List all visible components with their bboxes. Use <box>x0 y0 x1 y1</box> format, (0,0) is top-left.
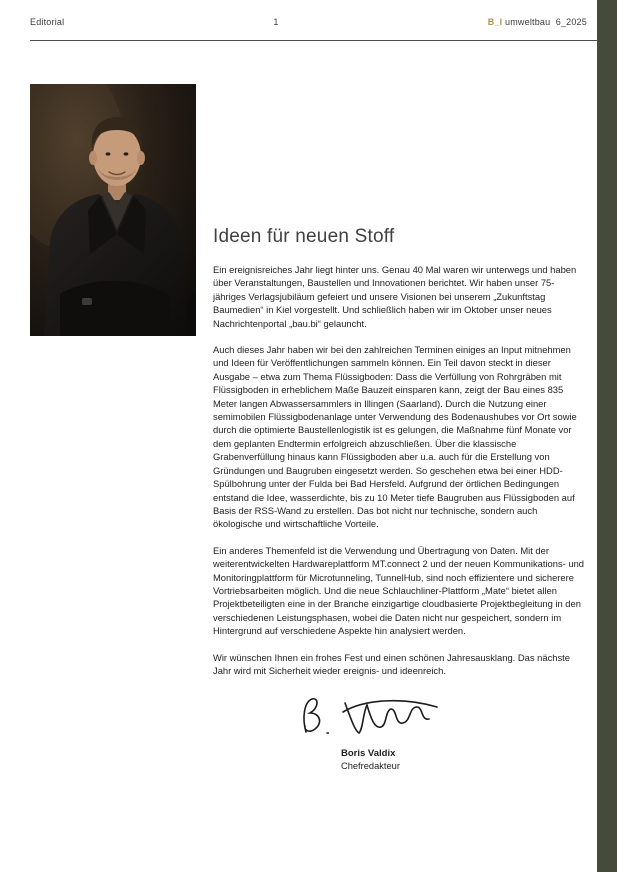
editorial-article <box>213 226 585 771</box>
article-paragraph-2: Auch dieses Jahr haben wir bei den zahlreichen Terminen einiges an Input mitnehmen und Ideen für Veröffentlichungen sammeln können. Ein Teil davon steckt in dieser Ausgabe – etwa zum Thema Flüssigboden: Dass die Verfüllung von Rohrgräben mit Flüssigboden in erheblichem Maße Bauzeit einsparen kann, zeigt der Bau eines 835 Meter langen Abwassersammlers in Illingen (Saarland). Durch die Nutzung einer semimobilen Flüssigbodenanlage unter Verwendung des Bodenaushubes vor Ort sowie durch die optimierte Baustellenlogistik ist es gelungen, die Maßnahme fünf Monate vor dem geplanten Endtermin erfolgreich abzuschließen. Über die klassische Grabenverfüllung hinaus kann Flüssigboden aber u.a. auch für die Erstellung von Gründungen und Baugruben eingesetzt werden. So geschehen etwa bei einer HDD-Spülbohrung unter der Fulda bei Bad Hersfeld. Aufgrund der örtlichen Bedingungen entstand die Idee, wasserdichte, bis zu 10 Meter tiefe Baugruben aus Flüssigboden auf Basis der RSS-Wand zu erstellen. Das bot nicht nur technische, sondern auch ökologische und wirtschaftliche Vorteile. <box>213 344 577 530</box>
signature-block <box>213 690 585 771</box>
author-name: Boris Valdix <box>341 748 396 760</box>
article-paragraph-3: Ein anderes Themenfeld ist die Verwendung und Übertragung von Daten. Mit der weiterentwickelten Hardwareplattform MT.connect 2 und der neuen Kommunikations- und Monitoringplattform für Microtunneling, TunnelHub, sind noch effizientere und sicherere Vortriebsarbeiten möglich. Und die neue Schlauchliner-Plattform „Mate“ bietet allen Projektbeteiligten eine in der Branche einzigartige cloudbasierte Projektbegleitung in den verschiedenen Leistungsphasen, wobei die Daten nicht nur gespeichert, sondern im Hintergrund auf verschiedene Aspekte hin analysiert werden. <box>213 544 585 637</box>
issue-label: umweltbau 6_2025 <box>502 17 587 27</box>
magazine-title <box>488 17 587 27</box>
author-role: Chefredakteur <box>341 761 400 772</box>
page-number: 1 <box>273 17 279 27</box>
article-title: Ideen für neuen Stoff <box>213 226 395 247</box>
article-paragraph-1: Ein ereignisreiches Jahr liegt hinter uns. Genau 40 Mal waren wir unterwegs und haben über Veranstaltungen, Baustellen und Innovationen berichtet. Wir haben unser 75-jähriges Verlagsjubiläum gefeiert und unsere Visionen bei unserem „Zukunftstag Baumedien“ in Kiel vorgestellt. Und schließlich haben wir im Oktober unser neues Nachrichtenportal „bau.bi“ gelauncht. <box>213 264 577 329</box>
section-label: Editorial <box>30 17 65 27</box>
brand-mark: B_I <box>487 17 503 27</box>
portrait-photo <box>30 84 196 336</box>
header-divider <box>30 40 597 41</box>
article-paragraph-4: Wir wünschen Ihnen ein frohes Fest und einen schönen Jahresausklang. Das nächste Jahr wird mit Sicherheit wieder ereignis- und ideenreich. <box>213 651 570 676</box>
page-header <box>30 17 587 27</box>
portrait-illustration <box>30 84 196 336</box>
right-edge-bar <box>597 0 617 872</box>
signature-image <box>291 690 451 742</box>
